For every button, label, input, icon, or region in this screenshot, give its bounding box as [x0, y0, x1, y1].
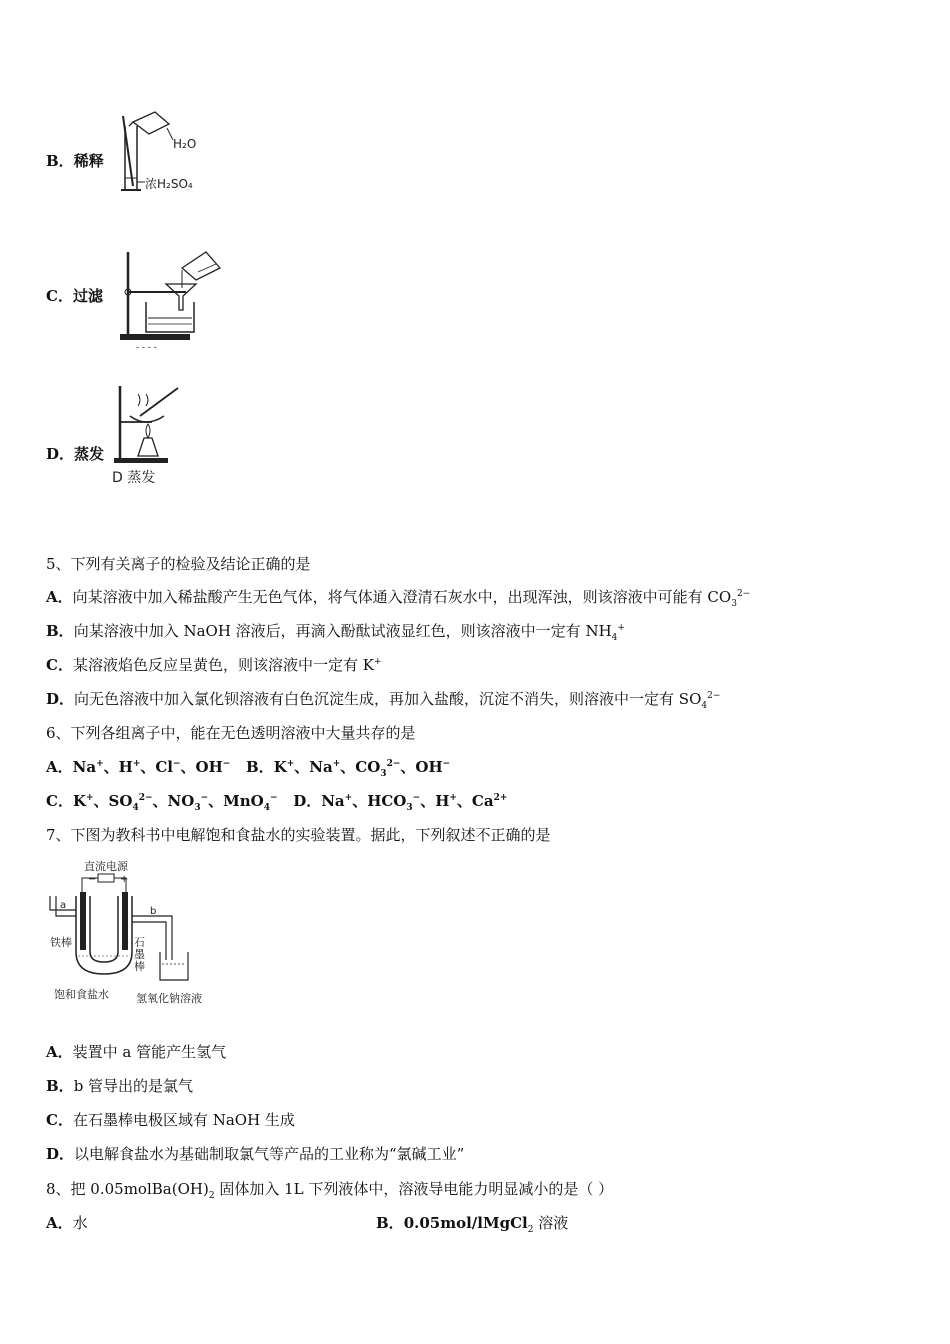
evap-caption: D 蒸发	[112, 470, 156, 486]
q8-stem: 8、把 $0.05molBa(OH)_2$ 固体加入 1L 下列液体中，溶液导电能力明显减小的是（ ）	[46, 1180, 614, 1201]
q8-option-b: B．0.05mol/lMgCl$_2$ 溶液	[376, 1214, 569, 1235]
dilute-figure	[115, 108, 215, 196]
acid-label: 浓H₂SO₄	[145, 177, 193, 191]
svg-text:−: −	[88, 874, 97, 885]
option-c-filter: C．过滤	[46, 287, 103, 305]
svg-text:- - - -: - - - -	[136, 343, 157, 353]
q5-option-b: B．向某溶液中加入 NaOH 溶液后，再滴入酚酞试液显红色，则该溶液中一定有 $NH_4^+$	[46, 622, 625, 643]
option-b-dilute: B．稀释	[46, 152, 104, 170]
svg-text:饱和食盐水: 饱和食盐水	[54, 988, 109, 1001]
q7-option-c: C．在石墨棒电极区域有 NaOH 生成	[46, 1111, 295, 1129]
q5-option-a: A．向某溶液中加入稀盐酸产生无色气体，将气体通入澄清石灰水中，出现浑浊，则该溶液中可能有 $CO_3^{2-}$	[46, 588, 751, 609]
q5-option-d: D．向无色溶液中加入氯化钡溶液有白色沉淀生成，再加入盐酸，沉淀不消失，则溶液中一定有 $SO_4^{2-}$	[46, 690, 721, 711]
filter-figure	[116, 248, 222, 354]
svg-text:+: +	[120, 874, 129, 885]
svg-text:氢氧化钠溶液: 氢氧化钠溶液	[136, 992, 202, 1005]
electrolysis-figure	[46, 856, 216, 1006]
q7-option-b: B．b 管导出的是氯气	[46, 1077, 194, 1095]
q7-stem: 7、下图为教科书中电解饱和食盐水的实验装置。据此，下列叙述不正确的是	[46, 826, 551, 844]
q8-option-a: A．水	[46, 1214, 88, 1232]
svg-text:b: b	[150, 906, 157, 917]
svg-text:铁棒: 铁棒	[50, 936, 72, 949]
q7-option-d: D．以电解食盐水为基础制取氯气等产品的工业称为“氯碱工业”	[46, 1145, 465, 1163]
option-d-evaporate: D．蒸发	[46, 445, 105, 463]
q6-stem: 6、下列各组离子中，能在无色透明溶液中大量共存的是	[46, 724, 416, 742]
svg-text:墨: 墨	[134, 948, 145, 961]
q7-option-a: A．装置中 a 管能产生氢气	[46, 1043, 227, 1061]
q6-line-1: A．Na+、H+、Cl−、OH− B．K+、Na+、$CO_3^{2-}$、OH−	[46, 758, 451, 779]
svg-text:a: a	[60, 900, 67, 911]
q5-stem: 5、下列有关离子的检验及结论正确的是	[46, 555, 311, 573]
evaporate-figure	[108, 382, 188, 490]
svg-text:棒: 棒	[134, 960, 145, 973]
svg-text:直流电源: 直流电源	[84, 860, 128, 873]
q5-option-c: C．某溶液焰色反应呈黄色，则该溶液中一定有 K+	[46, 656, 382, 674]
svg-text:石: 石	[134, 936, 145, 949]
h2o-label: H₂O	[173, 137, 197, 151]
q6-line-2: C．K+、$SO_4^{2-}$、$NO_3^-$、MnO$_4$− D．Na+、$HCO_3^-$、H+、$Ca^{2+}$	[46, 792, 508, 813]
